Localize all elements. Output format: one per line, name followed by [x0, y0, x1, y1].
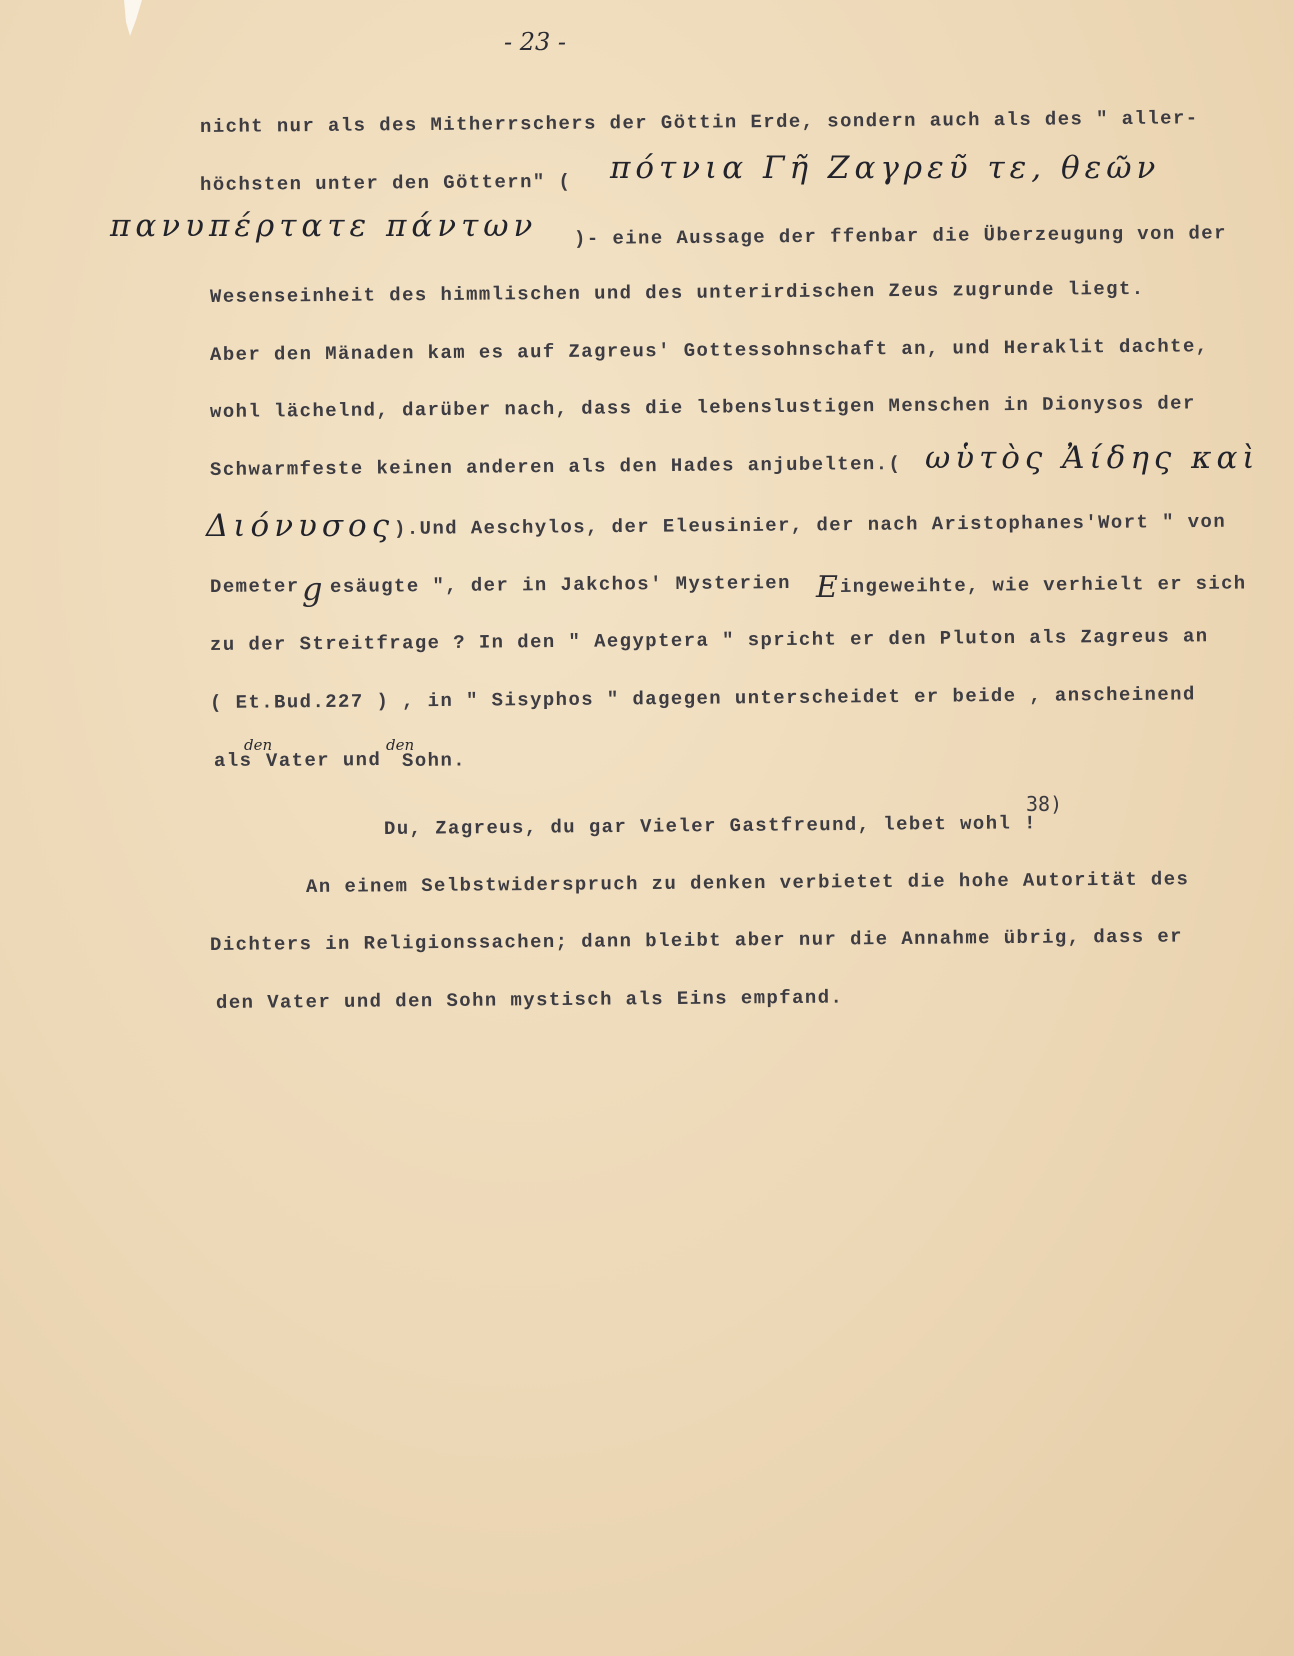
- handwritten-insert-den-2: den: [386, 736, 415, 754]
- footnote-reference: 38): [1026, 792, 1063, 816]
- text-line-9: [210, 575, 300, 598]
- text-line-2: [200, 171, 571, 196]
- text-line-12-als: als: [213, 749, 253, 772]
- text-line-9-part-b: esäugte ", der in Jakchos' Mysterien: [329, 571, 791, 598]
- text-line-3: )- eine Aussage der ffenbar die Überzeugung von der: [573, 222, 1227, 250]
- verse-line: Du, Zagreus, du gar Vieler Gastfreund, lebet wohl !: [383, 812, 1037, 840]
- text-line-11: ( Et.Bud.227 ) , in " Sisyphos " dagegen unterscheidet er beide , anscheinend: [209, 683, 1196, 714]
- greek-handwriting-2: πανυπέρτατε πάντων: [110, 208, 538, 244]
- text-line-9-part-a: Demeter: [209, 575, 300, 598]
- text-line-1: nicht nur als des Mitherrschers der Göttin Erde, sondern auch als des " aller-: [199, 107, 1199, 138]
- text-line-10: zu der Streitfrage ? In den " Aegyptera " spricht er den Pluton als Zagreus an: [209, 625, 1209, 656]
- text-line-14: An einem Selbstwiderspruch zu denken verbietet die hohe Autorität des: [305, 868, 1190, 898]
- text-line-15: Dichters in Religionssachen; dann bleibt aber nur die Annahme übrig, dass er: [209, 925, 1184, 956]
- text-line-4: Wesenseinheit des himmlischen und des unterirdischen Zeus zugrunde liegt.: [209, 277, 1145, 308]
- text-line-16: den Vater und den Sohn mystisch als Eins empfand.: [215, 986, 844, 1014]
- handwritten-insert-den-1: den: [244, 736, 273, 754]
- text-line-12-vater: Vater und: [265, 748, 382, 772]
- greek-handwriting-4: Διόνυσος: [206, 508, 395, 544]
- handwritten-correction-e: E: [816, 570, 838, 605]
- torn-corner-mark: [122, 0, 144, 38]
- text-line-9-part-c: ingeweihte, wie verhielt er sich: [839, 572, 1247, 598]
- text-line-6: wohl lächelnd, darüber nach, dass die lebenslustigen Menschen in Dionysos der: [209, 392, 1196, 423]
- text-line-7: Schwarmfeste keinen anderen als den Hades anjubelten.(: [209, 452, 902, 481]
- text-line-2-typed: höchsten unter den Göttern" (: [199, 170, 572, 196]
- page-number: - 23 -: [503, 28, 566, 56]
- greek-handwriting-3: ωὑτὸς Ἀίδης καὶ: [925, 440, 1260, 476]
- text-line-12-sohn: Sohn.: [401, 749, 467, 772]
- greek-handwriting-1: πότνια Γῆ Ζαγρεῦ τε, θεῶν: [610, 150, 1161, 186]
- handwritten-correction-g: g: [302, 570, 323, 608]
- text-line-5: Aber den Mänaden kam es auf Zagreus' Gottessohnschaft an, und Heraklit dachte,: [209, 335, 1209, 366]
- text-line-8: ).Und Aeschylos, der Eleusinier, der nach Aristophanes'Wort " von: [393, 510, 1227, 540]
